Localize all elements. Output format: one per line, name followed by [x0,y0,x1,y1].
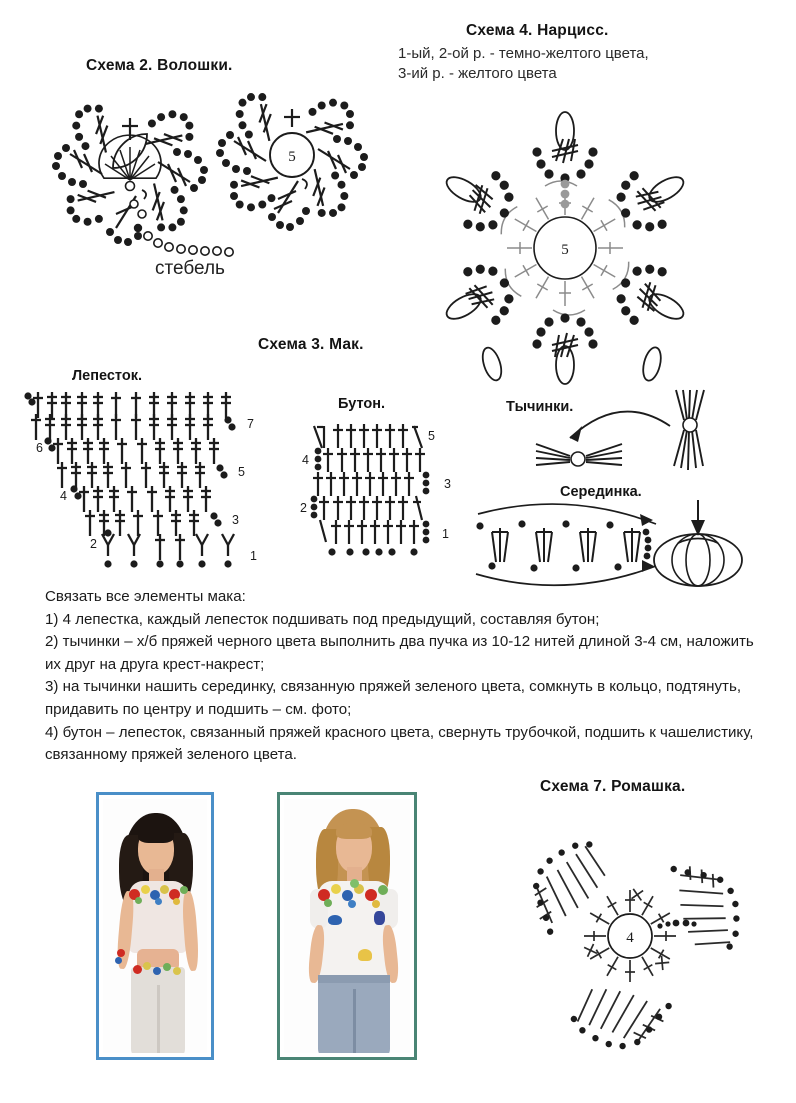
photo-model-right [277,792,417,1060]
scheme-4-color-note-line-2: 3-ий р. - желтого цвета [398,65,557,82]
stem-chain [134,224,233,256]
svg-text:2: 2 [90,537,97,551]
stem-label: стебель [155,258,225,279]
svg-text:4: 4 [60,489,67,503]
scheme-3-title: Схема 3. Мак. [258,336,364,353]
svg-text:4: 4 [302,453,309,467]
svg-text:5: 5 [428,429,435,443]
svg-text:2: 2 [300,501,307,515]
instruction-item-2: 2) тычинки – х/б пряжей черного цвета выполнить два пучка из 10-12 нитей длиной 3-4 см, наложить их друг на друга крест-накрест; [45,633,754,673]
svg-text:5: 5 [238,465,245,479]
instruction-item-3: 3) на тычинки нашить серединку, связанную пряжей зеленого цвета, сомкнуть в кольцо, подтянуть, придавить по центру и подшить – см. фото; [45,678,742,718]
bud-label: Бутон. [338,396,386,412]
scheme-4-diagram [400,100,730,400]
scheme-2-title: Схема 2. Волошки. [86,57,233,74]
instructions-heading: Связать все элементы мака: [45,588,246,605]
svg-text:1: 1 [442,527,449,541]
stamens-center-diagram [470,360,790,590]
svg-text:1: 1 [250,549,257,563]
romashka-ring-value: 4 [626,930,634,946]
petal-chart [18,386,308,576]
scheme-7-title: Схема 7. Ромашка. [540,778,686,795]
voloshki-ring-value: 5 [288,149,296,165]
petal-label: Лепесток. [72,368,142,384]
scheme-7-diagram [470,810,790,1100]
stamens-label: Тычинки. [506,399,574,415]
instructions-block [45,586,755,767]
svg-text:3: 3 [232,513,239,527]
svg-text:3: 3 [444,477,451,491]
scheme-4-title: Схема 4. Нарцисс. [466,22,609,39]
instruction-item-4: 4) бутон – лепесток, связанный пряжей красного цвета, свернуть трубочкой, подшить к чашелистику, связанному пряжей зеленого цвета. [45,723,754,764]
instruction-item-1: 1) 4 лепестка, каждый лепесток подшивать под предыдущий, составляя бутон; [45,610,600,628]
bud-chart [300,418,450,568]
scheme-2-diagram [0,0,400,300]
center-label: Серединка. [560,484,642,500]
shell-motif [99,134,161,180]
svg-text:7: 7 [247,417,254,431]
narciss-ring-value: 5 [561,242,569,258]
svg-text:6: 6 [36,441,43,455]
photo-model-left [96,792,214,1060]
scheme-4-color-note-line-1: 1-ый, 2-ой р. - темно-желтого цвета, [398,45,649,62]
